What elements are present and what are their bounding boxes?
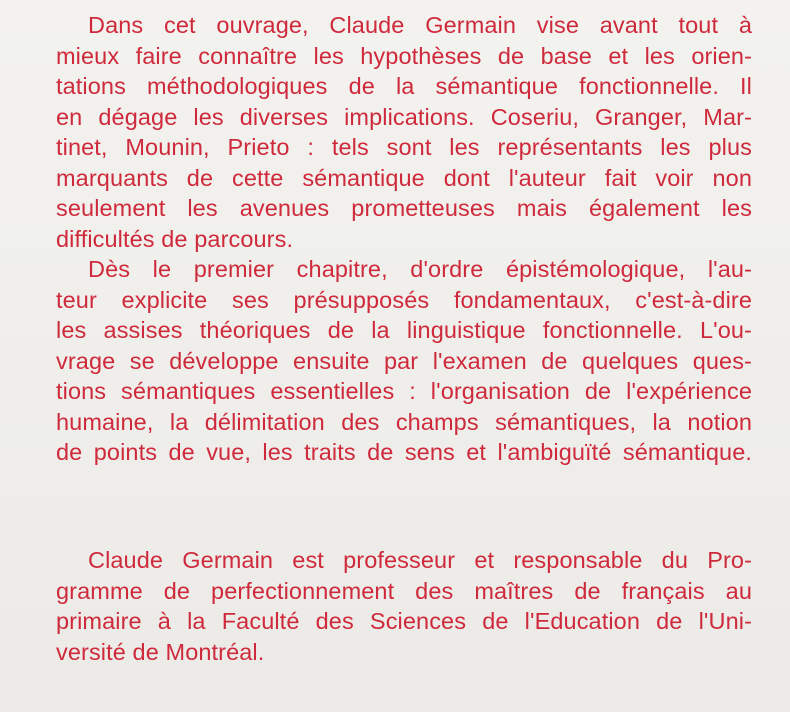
author-bio-block (56, 545, 752, 667)
text-line: tinet, Mounin, Prieto : tels sont les représentants les plus (56, 134, 752, 160)
text-line: Claude Germain est professeur et responsable du Pro- (88, 547, 752, 573)
description-paragraph-2 (56, 254, 752, 468)
text-line: de points de vue, les traits de sens et l'ambiguïté sémantique. (56, 439, 752, 465)
text-line: en dégage les diverses implications. Coseriu, Granger, Mar- (56, 103, 752, 130)
text-line: les assises théoriques de la linguistique fonctionnelle. L'ou- (56, 317, 752, 343)
description-text-block (56, 10, 752, 468)
text-line: mieux faire connaître les hypothèses de base et les orien- (56, 42, 752, 69)
text-line: gramme de perfectionnement des maîtres de français au (56, 577, 752, 604)
text-line: primaire à la Faculté des Sciences de l'Education de l'Uni- (56, 608, 752, 634)
text-line: marquants de cette sémantique dont l'auteur fait voir non (56, 164, 752, 191)
text-line: teur explicite ses présupposés fondamentaux, c'est-à-dire (56, 286, 752, 313)
description-paragraph-1 (56, 10, 752, 254)
text-line: versité de Montréal. (56, 638, 265, 665)
text-line: vrage se développe ensuite par l'examen de quelques ques- (56, 347, 752, 374)
text-line: difficultés de parcours. (56, 225, 294, 252)
text-line: tions sémantiques essentielles : l'organisation de l'expérience (56, 378, 752, 404)
text-line: Dès le premier chapitre, d'ordre épistémologique, l'au- (88, 256, 752, 282)
text-line: seulement les avenues prometteuses mais également les (56, 195, 752, 221)
author-bio-paragraph (56, 545, 752, 667)
text-line: Dans cet ouvrage, Claude Germain vise avant tout à (88, 12, 752, 38)
text-line: tations méthodologiques de la sémantique fonctionnelle. Il (56, 73, 752, 99)
text-line: humaine, la délimitation des champs sémantiques, la notion (56, 408, 752, 435)
